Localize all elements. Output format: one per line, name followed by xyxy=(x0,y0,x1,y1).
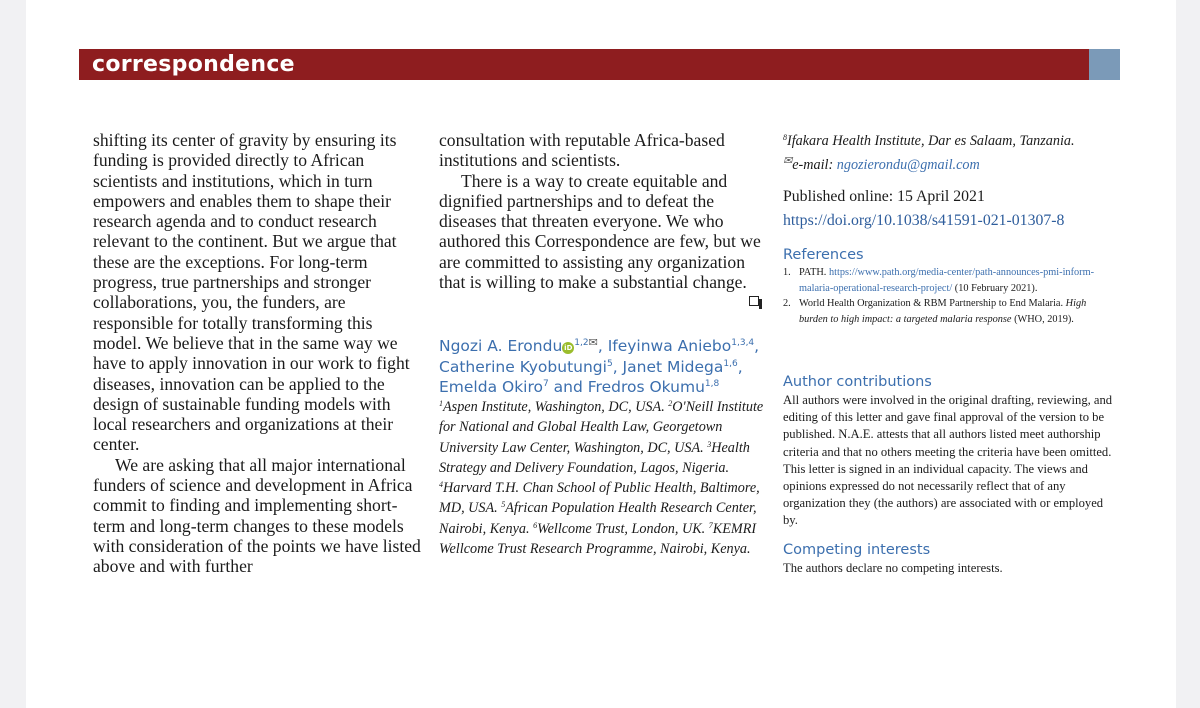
author-list xyxy=(439,333,769,398)
author-contributions-heading: Author contributions xyxy=(783,374,932,390)
end-of-article-icon xyxy=(749,296,759,306)
body-column-1 xyxy=(93,130,423,577)
published-date: Published online: 15 April 2021 xyxy=(783,188,985,205)
competing-interests-heading: Competing interests xyxy=(783,542,931,558)
orcid-icon[interactable]: iD xyxy=(564,344,573,352)
affiliation-number: 8 xyxy=(783,133,787,142)
author-separator: , xyxy=(612,357,623,376)
affiliation-number: 1 xyxy=(439,399,443,408)
body-column-2 xyxy=(439,130,769,292)
affiliation-text: O'Neill Institute for National and Global Health Law, Georgetown University Law Center, Washington, DC, USA. xyxy=(439,399,764,456)
author-affiliation-ref: 1,2 xyxy=(574,338,589,348)
affiliation-text: Ifakara Health Institute, Dar es Salaam, Tanzania. xyxy=(787,133,1075,149)
affiliation-number: 5 xyxy=(501,500,506,510)
author-affiliation-ref: 5 xyxy=(606,358,613,369)
author-separator: , xyxy=(737,357,743,376)
affiliation-number: 7 xyxy=(708,520,713,530)
reference-text: World Health Organization & RBM Partnership to End Malaria. xyxy=(799,298,1066,310)
reference-item xyxy=(783,296,1113,327)
affiliation-number: 4 xyxy=(439,480,443,490)
email-label: e-mail: xyxy=(792,157,837,174)
author-affiliation-ref: 1,3,4 xyxy=(731,338,755,348)
author-name[interactable]: Fredros Okumu xyxy=(587,378,705,396)
affiliation-text: Aspen Institute, Washington, DC, USA. xyxy=(443,399,669,415)
reference-number: 1. xyxy=(783,267,791,278)
affiliation-number: 2 xyxy=(668,399,673,408)
author-affiliation-ref: 7 xyxy=(543,379,549,389)
affiliation-list xyxy=(439,397,769,559)
body-paragraph: There is a way to create equitable and dignified partnerships and to defeat the diseases that threaten everyone. We who authored this Correspondence are few, but we are committed to assisting any organization that is willing to make a substantial change. xyxy=(439,170,761,293)
references-list xyxy=(783,265,1113,327)
affiliation-continued xyxy=(783,131,1113,176)
affiliation-text: Harvard T.H. Chan School of Public Health, Baltimore, MD, USA. xyxy=(439,480,760,517)
reference-title: High burden to high impact: a targeted malaria response xyxy=(799,298,1087,325)
author-separator: , xyxy=(597,337,608,355)
author-name[interactable]: Ngozi A. Erondu xyxy=(439,337,563,355)
body-paragraph: consultation with reputable Africa-based institutions and scientists. xyxy=(439,130,725,171)
envelope-icon[interactable]: ✉ xyxy=(588,336,598,349)
author-contributions-text: All authors were involved in the original drafting, reviewing, and editing of this letter and gave final approval of the version to be published. N.A.E. attests that all authors listed meet authorship criteria and that no others meeting the criteria have been omitted. This letter is signed in an individual capacity. The views and opinions expressed do not necessarily reflect that of any organization they (the authors) are associated with or employed by. xyxy=(783,393,1113,528)
affiliation-text: KEMRI Wellcome Trust Research Programme, Nairobi, Kenya. xyxy=(439,520,757,558)
body-paragraph: We are asking that all major international funders of science and development in Africa commit to finding and implementing short-term and long-term changes to these models with consideration of the points we have listed above and with further xyxy=(93,454,421,577)
author-name[interactable]: Catherine Kyobutungi xyxy=(439,357,607,376)
affiliation-text: Health Strategy and Delivery Foundation, Lagos, Nigeria. xyxy=(439,439,750,476)
author-separator: and xyxy=(548,378,588,396)
email-link[interactable]: ngozierondu@gmail.com xyxy=(836,157,980,174)
affiliation-text: Wellcome Trust, London, UK. xyxy=(537,520,709,537)
affiliation-number: 6 xyxy=(533,520,538,530)
author-name[interactable]: Janet Midega xyxy=(622,357,724,376)
author-affiliation-ref: 1,6 xyxy=(723,358,738,369)
author-affiliation-ref: 1,8 xyxy=(704,379,720,389)
affiliation-text: African Population Health Research Center, Nairobi, Kenya. xyxy=(439,500,757,537)
section-banner xyxy=(79,49,1120,80)
envelope-icon: ✉ xyxy=(783,155,793,168)
author-name[interactable]: Ifeyinwa Aniebo xyxy=(607,337,732,355)
competing-interests-text: The authors declare no competing interests. xyxy=(783,561,1003,575)
reference-link[interactable]: https://www.path.org/media-center/path-announces-pmi-inform-malaria-operational-research-project/ xyxy=(799,267,1095,294)
banner-accent xyxy=(1089,49,1120,80)
reference-item xyxy=(783,265,1113,296)
author-separator: , xyxy=(754,337,760,355)
doi-link[interactable]: https://doi.org/10.1038/s41591-021-01307-8 xyxy=(783,212,1065,229)
author-name[interactable]: Emelda Okiro xyxy=(439,378,543,396)
reference-number: 2. xyxy=(783,298,791,310)
reference-text: PATH. xyxy=(799,267,829,278)
affiliation-number: 3 xyxy=(707,439,712,449)
reference-text: (WHO, 2019). xyxy=(1011,313,1074,325)
section-title: correspondence xyxy=(92,52,295,77)
reference-text: (10 February 2021). xyxy=(952,282,1038,294)
body-paragraph: shifting its center of gravity by ensuring its funding is provided directly to African scientists and institutions, which in turn empowers and enables them to shape their research agenda and to conduct research relevant to the continent. But we argue that these are the exceptions. For long-term progress, true partnerships and stronger collaborations, you, the funders, are responsible for totally transforming this model. We believe that in the same way we have to apply innovation in our work to fight diseases, innovation can be applied to the design of sustainable funding models with local researchers and organizations at their center. xyxy=(93,130,410,455)
references-heading: References xyxy=(783,247,864,263)
